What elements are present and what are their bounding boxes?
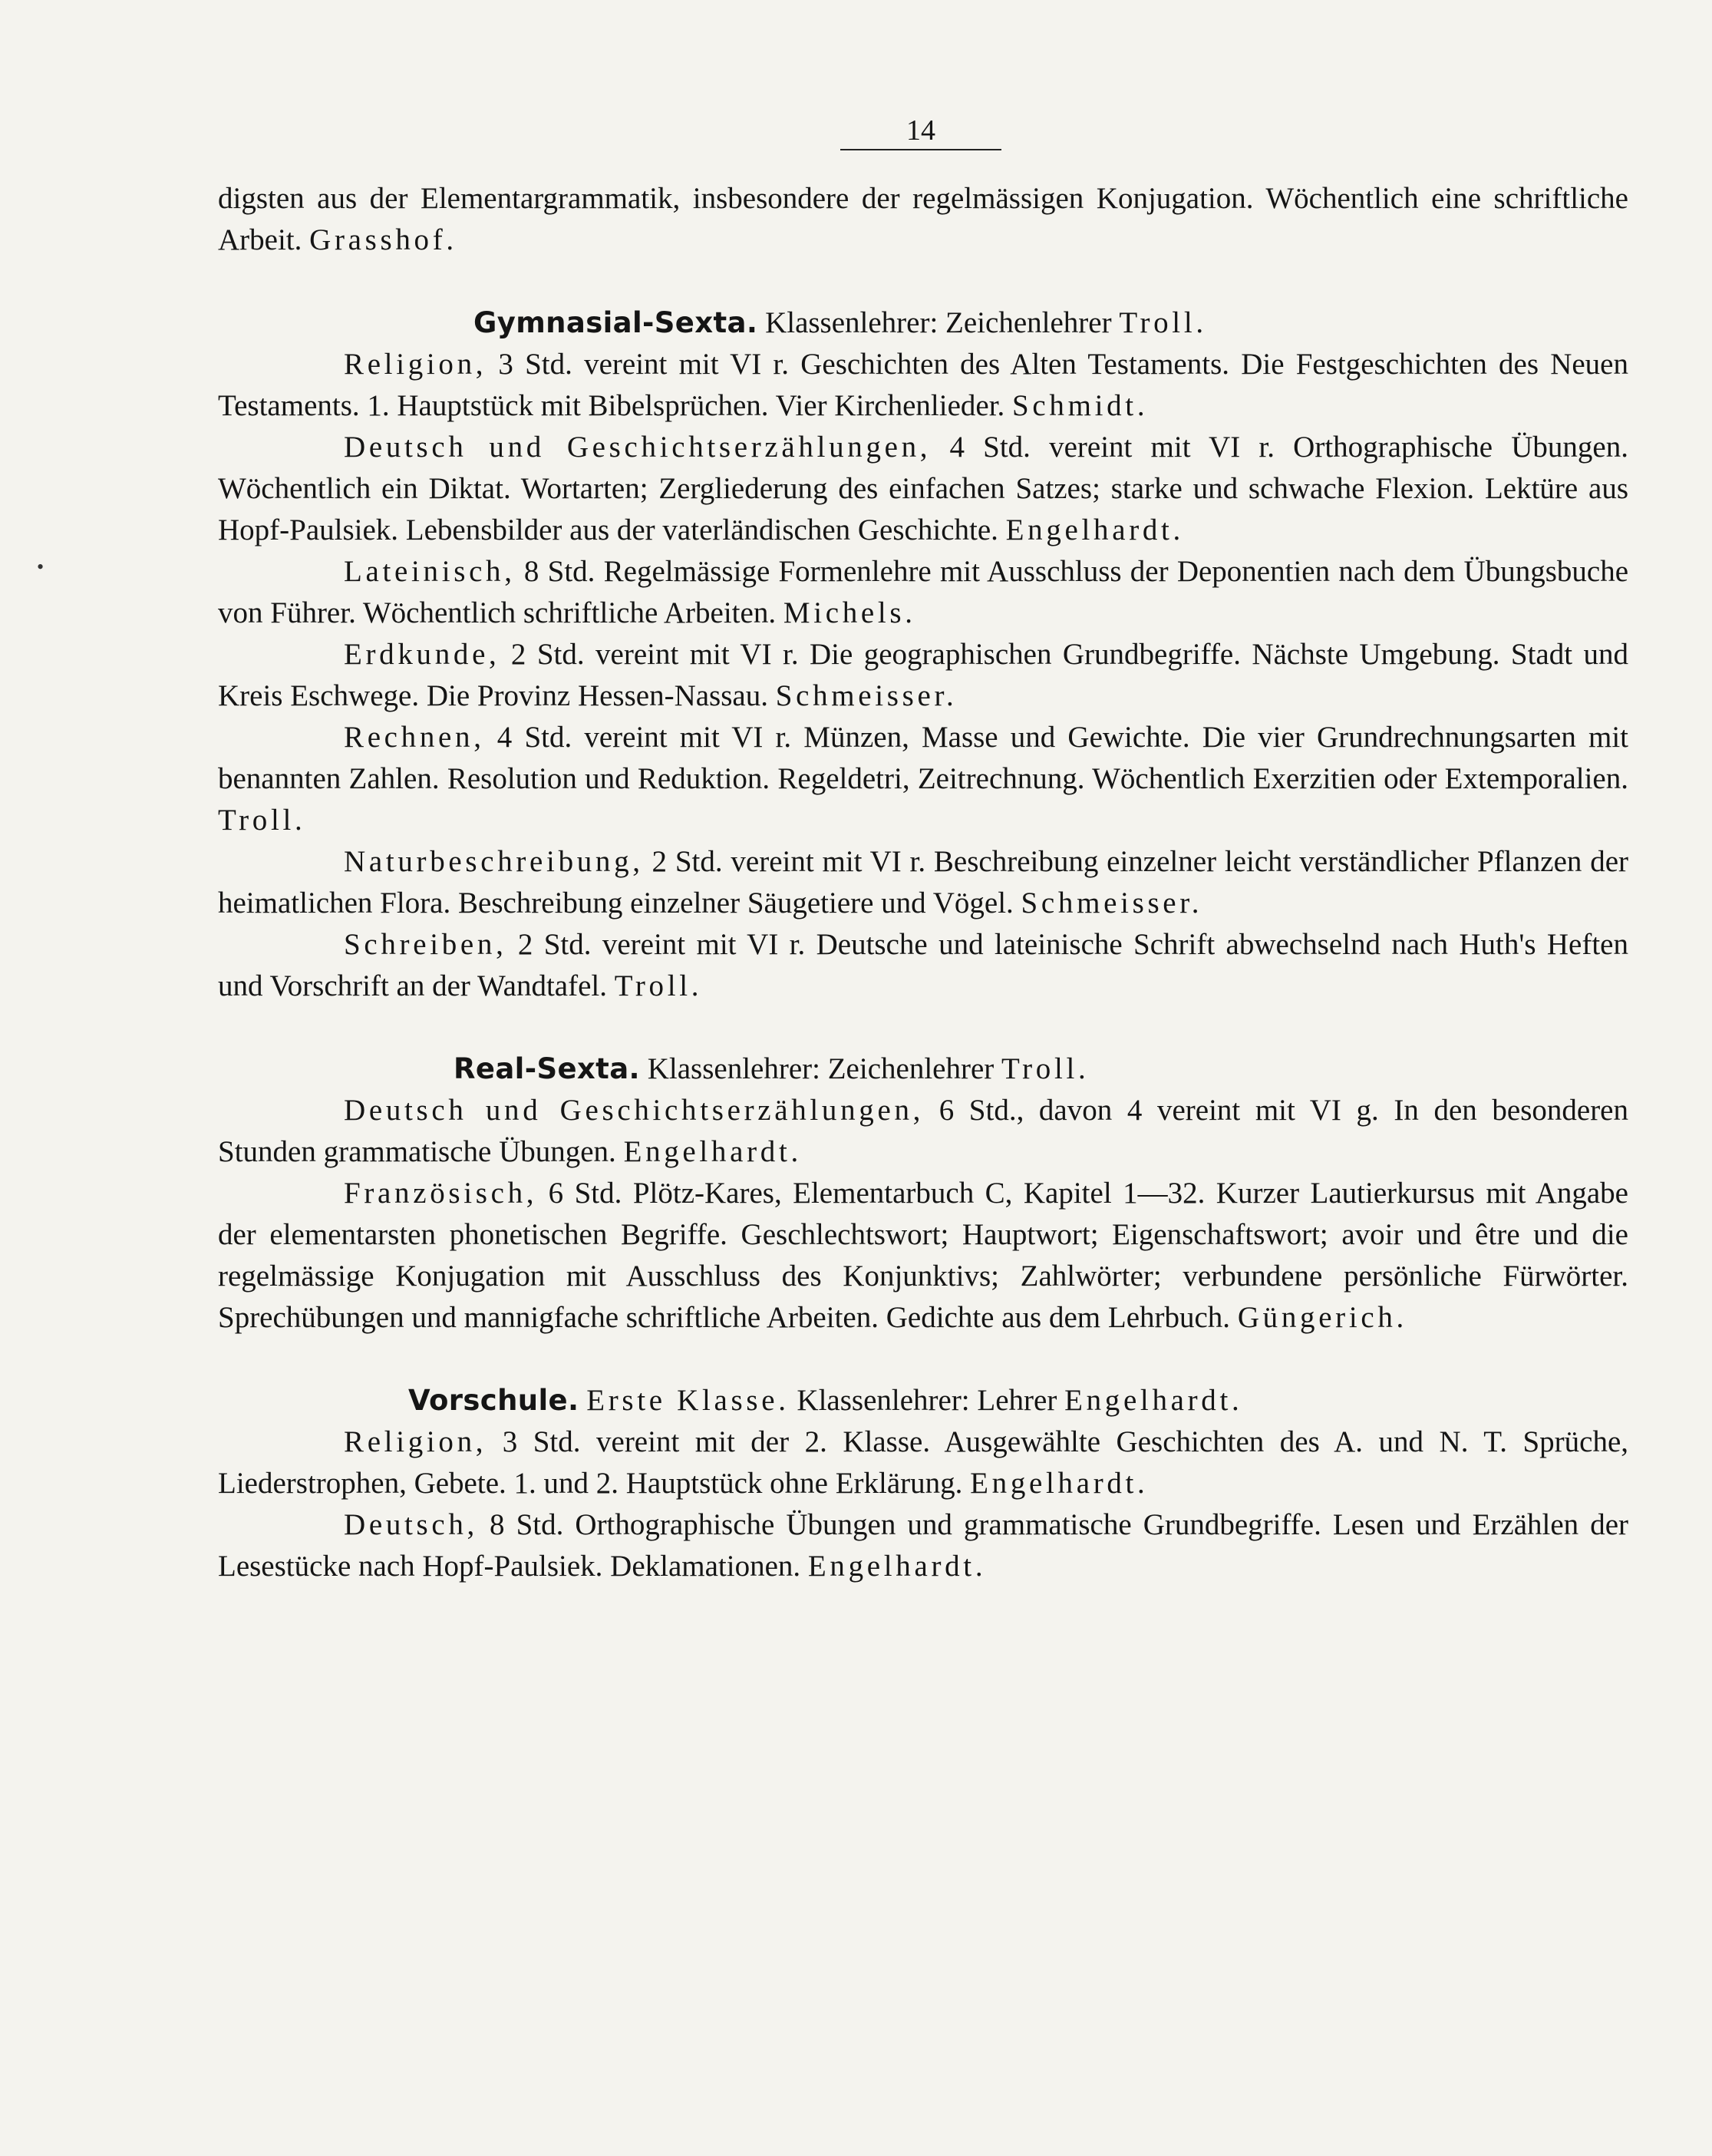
subject-name: Erdkunde,: [344, 638, 500, 671]
section-title: Gymnasial-Sexta.: [473, 306, 758, 339]
paragraph-vorschule-religion: [218, 1421, 1628, 1504]
subject-text: 6 Std., davon 4 vereint mit VI g. In den besonderen Stunden grammatische Übungen.: [218, 1094, 1628, 1168]
class-name: Erste Klasse.: [586, 1384, 790, 1417]
teacher-name: Schmeisser.: [1021, 887, 1203, 920]
paragraph-religion: [218, 344, 1628, 427]
class-teacher-label: Klassenlehrer: Lehrer: [797, 1384, 1057, 1417]
subject-name: Lateinisch,: [344, 555, 516, 588]
subject-text: 8 Std. Regelmässige Formenlehre mit Ausschluss der Deponentien nach dem Übungsbuche von Führer. Wöchentlich schriftliche Arbeiten.: [218, 555, 1628, 629]
subject-text: 3 Std. vereint mit der 2. Klasse. Ausgewählte Geschichten des A. und N. T. Sprüche, Liederstrophen, Gebete. 1. und 2. Hauptstück ohne Erklärung.: [218, 1425, 1629, 1500]
subject-name: Deutsch,: [344, 1508, 478, 1541]
subject-name: Französisch,: [344, 1177, 538, 1210]
paragraph-erdkunde: [218, 634, 1628, 717]
paragraph-lateinisch: [218, 551, 1628, 634]
teacher-name: Michels.: [783, 596, 916, 629]
section-heading-gymnasial-sexta: [218, 302, 1628, 344]
teacher-name: Schmeisser.: [775, 679, 958, 712]
paragraph-schreiben: [218, 924, 1628, 1007]
paragraph-intro: [218, 178, 1628, 261]
teacher-name: Schmidt.: [1012, 389, 1149, 422]
subject-name: Deutsch und Geschichtserzählungen,: [344, 431, 932, 464]
teacher-name: Troll.: [614, 969, 703, 1002]
teacher-name: Güngerich.: [1237, 1301, 1407, 1334]
class-teacher-label: Klassenlehrer: Zeichenlehrer: [647, 1052, 995, 1085]
subject-text: 4 Std. vereint mit VI r. Orthographische Übungen. Wöchentlich ein Diktat. Wortarten; Zergliederung des einfachen Satzes; starke und schwache Flexion. Lektüre aus Hopf-Paulsiek. Lebensbilder aus der vaterländischen Geschichte.: [218, 431, 1628, 546]
class-teacher-name: Troll.: [1001, 1052, 1090, 1085]
section-heading-vorschule: [218, 1380, 1628, 1421]
paragraph-vorschule-deutsch: [218, 1504, 1628, 1587]
margin-mark: •: [37, 556, 45, 578]
document-body: [218, 178, 1628, 1587]
subject-text: 2 Std. vereint mit VI r. Deutsche und lateinische Schrift abwechselnd nach Huth's Heften und Vorschrift an der Wandtafel.: [218, 928, 1628, 1002]
subject-name: Religion,: [344, 1425, 487, 1458]
subject-text: 6 Std. Plötz-Kares, Elementarbuch C, Kapitel 1—32. Kurzer Lautierkursus mit Angabe der elementarsten phonetischen Begriffe. Geschlechtswort; Hauptwort; Eigenschaftswort; avoir und être und die regelmässige Konjugation mit Ausschluss des Konjunktivs; Zahlwörter; verbundene persönliche Fürwörter. Sprechübungen und mannigfache schriftliche Arbeiten. Gedichte aus dem Lehrbuch.: [218, 1177, 1628, 1334]
teacher-name: Engelhardt.: [623, 1135, 802, 1168]
subject-text: 2 Std. vereint mit VI r. Die geographischen Grundbegriffe. Nächste Umgebung. Stadt und Kreis Eschwege. Die Provinz Hessen-Nassau.: [218, 638, 1628, 712]
subject-name: Religion,: [344, 348, 487, 381]
subject-text: 3 Std. vereint mit VI r. Geschichten des Alten Testaments. Die Festgeschichten des Neuen Testaments. 1. Hauptstück mit Bibelsprüchen. Vier Kirchenlieder.: [218, 348, 1628, 422]
paragraph-franzoesisch: [218, 1173, 1628, 1339]
subject-name: Schreiben,: [344, 928, 507, 961]
teacher-name: Engelhardt.: [970, 1467, 1149, 1500]
subject-text: 4 Std. vereint mit VI r. Münzen, Masse und Gewichte. Die vier Grundrechnungsarten mit benannten Zahlen. Resolution und Reduktion. Regeldetri, Zeitrechnung. Wöchentlich Exerzitien oder Extemporalien.: [218, 721, 1628, 795]
page-number: 14: [840, 114, 1001, 150]
class-teacher-name: Engelhardt.: [1064, 1384, 1243, 1417]
class-teacher-name: Troll.: [1119, 306, 1207, 339]
subject-name: Deutsch und Geschichtserzählungen,: [344, 1094, 925, 1127]
subject-name: Rechnen,: [344, 721, 485, 754]
subject-name: Naturbeschreibung,: [344, 845, 644, 878]
section-title: Vorschule.: [408, 1384, 579, 1417]
teacher-name: Troll.: [218, 804, 306, 837]
intro-text: digsten aus der Elementargrammatik, insbesondere der regelmässigen Konjugation. Wöchentlich eine schriftliche Arbeit.: [218, 182, 1628, 256]
paragraph-deutsch: [218, 427, 1628, 551]
class-teacher-label: Klassenlehrer: Zeichenlehrer: [765, 306, 1112, 339]
paragraph-real-deutsch: [218, 1090, 1628, 1173]
section-title: Real-Sexta.: [454, 1052, 640, 1085]
teacher-name: Engelhardt.: [1005, 513, 1184, 546]
teacher-name: Grasshof.: [309, 223, 457, 256]
paragraph-naturbeschreibung: [218, 841, 1628, 924]
section-heading-real-sexta: [218, 1048, 1628, 1090]
subject-text: 2 Std. vereint mit VI r. Beschreibung einzelner leicht verständlicher Pflanzen der heimatlichen Flora. Beschreibung einzelner Säugetiere und Vögel.: [218, 845, 1629, 920]
paragraph-rechnen: [218, 717, 1628, 841]
teacher-name: Engelhardt.: [807, 1550, 987, 1583]
subject-text: 8 Std. Orthographische Übungen und grammatische Grundbegriffe. Lesen und Erzählen der Lesestücke nach Hopf-Paulsiek. Deklamationen.: [218, 1508, 1628, 1583]
